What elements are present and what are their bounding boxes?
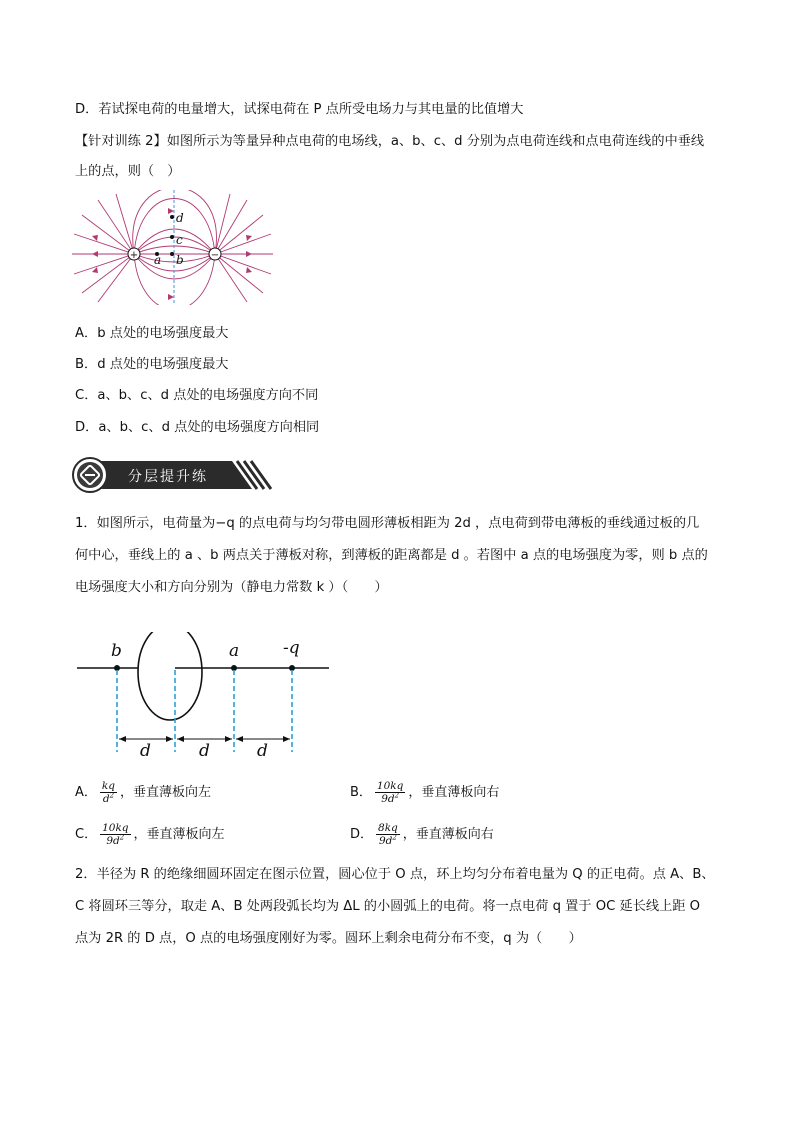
label-b-point: b [111, 641, 122, 661]
label-a-point: a [229, 641, 240, 661]
label-neg-q: -q [283, 638, 300, 658]
q1-option-a: A． $\frac{kq}{d^2}$ ，垂直薄板向左 [75, 780, 212, 805]
dist-label-1: d [140, 741, 151, 761]
training2-option-a: A．b 点处的电场强度最大 [75, 326, 229, 341]
training2-stem-line1: 【针对训练 2】如图所示为等量异种点电荷的电场线，a、b、c、d 分别为点电荷连线和点电荷连线的中垂线 [75, 134, 705, 149]
q1-option-c: C． $\frac{10kq}{9d^2}$ ，垂直薄板向左 [75, 822, 225, 847]
training2-option-d: D．a、b、c、d 点处的电场强度方向相同 [75, 420, 320, 435]
label-b: b [176, 253, 184, 267]
q1-option-d: D． $\frac{8kq}{9d^2}$ ，垂直薄板向右 [350, 822, 494, 847]
negative-charge-sign: − [210, 250, 220, 261]
training2-stem-line2: 上的点，则（ ） [75, 164, 181, 179]
dist-label-2: d [199, 741, 210, 761]
q2-stem-line2: C 将圆环三等分，取走 A、B 处两段弧长均为 ΔL 的小圆弧上的电荷。将一点电荷 q 置于 OC 延长线上距 O [75, 899, 701, 914]
section-banner-title: 分层提升练 [128, 469, 208, 485]
field-lines-figure [70, 190, 275, 305]
q2-stem-line1: 2．半径为 R 的绝缘细圆环固定在图示位置，圆心位于 O 点，环上均匀分布着电量为 Q 的正电荷。点 A、B、 [75, 867, 715, 882]
label-c: c [176, 233, 183, 247]
q1-stem-line1: 1．如图所示，电荷量为−q 的点电荷与均匀带电圆形薄板相距为 2d ，点电荷到带电薄板的垂线通过板的几 [75, 516, 700, 531]
label-a: a [154, 253, 162, 267]
q2-stem-line3: 点为 2R 的 D 点，O 点的电场强度刚好为零。圆环上剩余电荷分布不变，q 为（ ） [75, 931, 582, 946]
label-d: d [176, 211, 184, 225]
positive-charge-sign: + [129, 250, 139, 261]
prev-option-d: D．若试探电荷的电量增大，试探电荷在 P 点所受电场力与其电量的比值增大 [75, 102, 524, 117]
q1-stem-line2: 何中心，垂线上的 a 、b 两点关于薄板对称，到薄板的距离都是 d 。若图中 a 点的电场强度为零，则 b 点的 [75, 548, 708, 563]
training2-option-b: B．d 点处的电场强度最大 [75, 357, 229, 372]
q1-stem-line3: 电场强度大小和方向分别为（静电力常数 k ）（ ） [75, 580, 388, 595]
training2-option-c: C．a、b、c、d 点处的电场强度方向不同 [75, 388, 319, 403]
dist-label-3: d [257, 741, 268, 761]
plate-charge-figure [75, 632, 335, 762]
q1-option-b: B． $\frac{10kq}{9d^2}$ ，垂直薄板向右 [350, 780, 500, 805]
